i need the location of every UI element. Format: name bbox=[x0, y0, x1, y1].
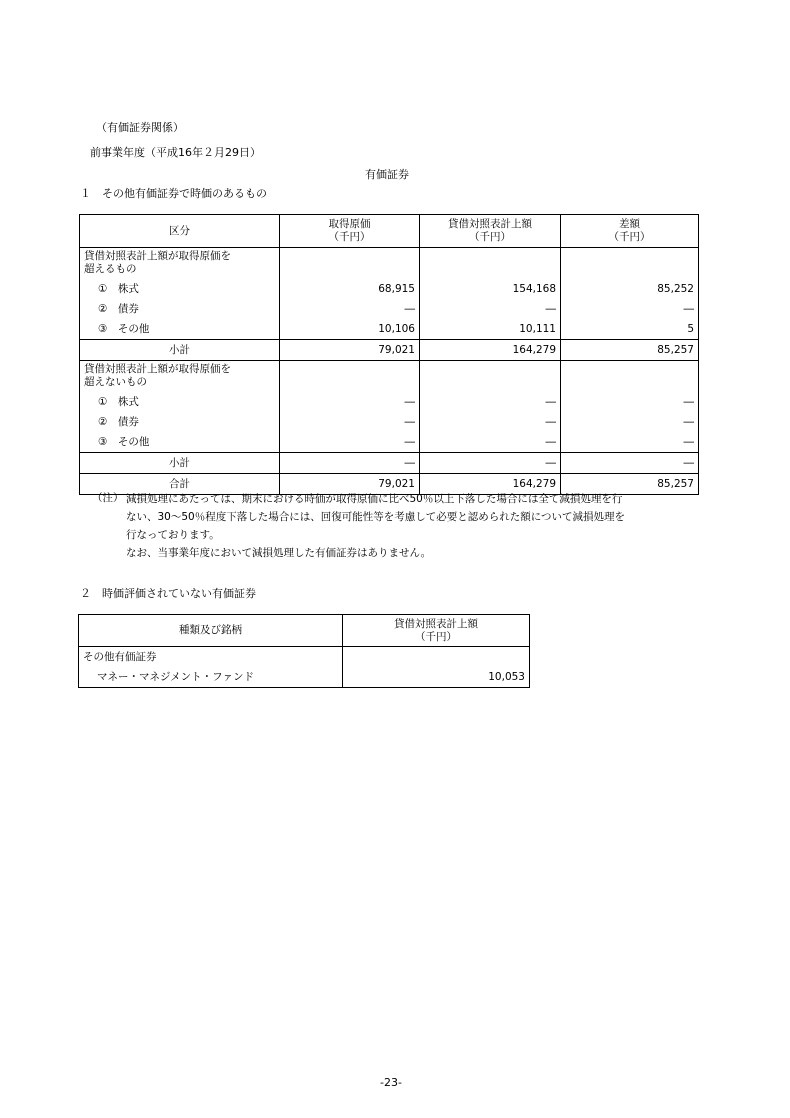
subtotal-row-a: 小計 79,021 164,279 85,257 bbox=[80, 340, 699, 361]
header-category: 区分 bbox=[80, 215, 280, 248]
table-row: ② 債券 ― ― ― bbox=[80, 412, 699, 432]
securities-table bbox=[79, 214, 699, 495]
unlisted-securities-table bbox=[78, 614, 530, 688]
header-kind: 種類及び銘柄 bbox=[79, 615, 343, 647]
header-bs2: 貸借対照表計上額 （千円） bbox=[343, 615, 530, 647]
group-label: その他有価証券 bbox=[79, 647, 343, 668]
center-heading: 有価証券 bbox=[365, 168, 409, 181]
header-bs: 貸借対照表計上額 （千円） bbox=[420, 215, 561, 248]
group-a-label-row bbox=[80, 248, 699, 280]
group-a-label: 貸借対照表計上額が取得原価を 超えるもの bbox=[80, 248, 280, 280]
table-row: ① 株式 ― ― ― bbox=[80, 392, 699, 412]
header-cost: 取得原価 （千円） bbox=[280, 215, 420, 248]
note-body: 減損処理にあたっては、期末における時価が取得原価に比べ50％以上下落した場合には全て減損処理を行 ない、30～50％程度下落した場合には、回復可能性等を考慮して必要と認められた額について減損処理を 行なっております。 なお、当事業年度において減損処理した有価証券はありません。 bbox=[126, 493, 626, 559]
table-row: ③ その他 10,106 10,111 5 bbox=[80, 319, 699, 340]
group-label-row bbox=[79, 647, 530, 668]
fiscal-period: 前事業年度（平成16年２月29日） bbox=[90, 146, 261, 159]
group-b-label: 貸借対照表計上額が取得原価を 超えないもの bbox=[80, 361, 280, 393]
total-row: 合計 79,021 164,279 85,257 bbox=[80, 474, 699, 495]
table-row: ① 株式 68,915 154,168 85,252 bbox=[80, 279, 699, 299]
group-b-label-row bbox=[80, 361, 699, 393]
section2-heading: ２ 時価評価されていない有価証券 bbox=[80, 587, 256, 600]
note-label: （注） bbox=[92, 492, 124, 504]
section1-heading: １ その他有価証券で時価のあるもの bbox=[80, 187, 267, 200]
table-row: ② 債券 ― ― ― bbox=[80, 299, 699, 319]
subtotal-row-b: 小計 ― ― ― bbox=[80, 453, 699, 474]
section-title: （有価証券関係） bbox=[96, 121, 184, 134]
page-number: -23- bbox=[380, 1076, 402, 1089]
header-diff: 差額 （千円） bbox=[561, 215, 699, 248]
table-row: ③ その他 ― ― ― bbox=[80, 432, 699, 453]
table-row: マネー・マネジメント・ファンド 10,053 bbox=[79, 667, 530, 688]
